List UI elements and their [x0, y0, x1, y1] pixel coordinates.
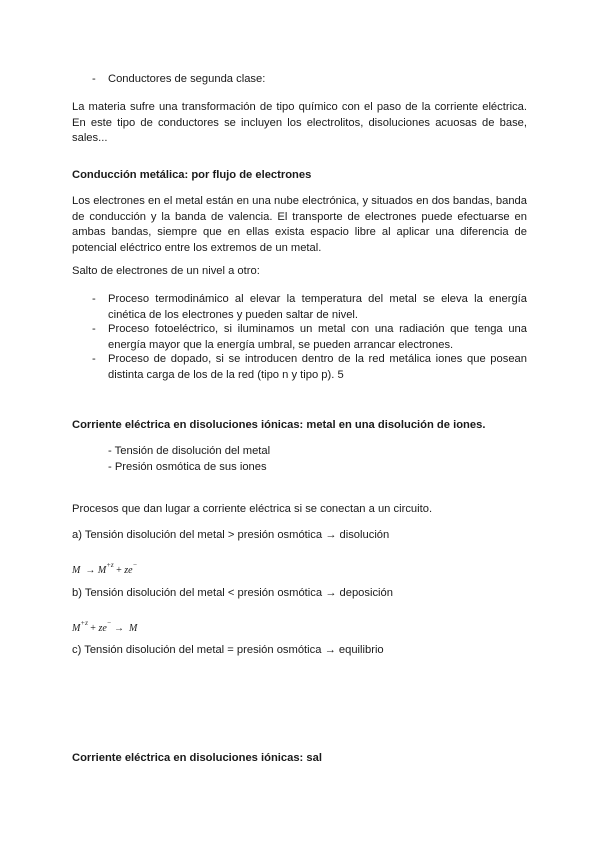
ionic-item-2: - Presión osmótica de sus iones — [108, 461, 267, 473]
ionic-heading: Corriente eléctrica en disoluciones iónicas: metal en una disolución de iones. — [72, 419, 486, 431]
ionic-item-1: - Tensión de disolución del metal — [108, 445, 271, 457]
metal-bullet-1: Proceso termodinámico al elevar la temperatura del metal se eleva la energía cinética de los electrones y pueden saltar de nivel. — [108, 293, 527, 321]
metal-heading: Conducción metálica: por flujo de electrones — [72, 169, 312, 181]
metal-bullet-2: Proceso fotoeléctrico, si iluminamos un metal con una radiación que tenga una energía mayor que la energía umbral, se pueden arrancar electrones. — [108, 323, 527, 351]
bullet-dash: - — [92, 73, 96, 85]
case-b-text: b) Tensión disolución del metal < presión osmótica → deposición — [72, 587, 393, 599]
equation-b: $M^{+z} + ze^- \to M$ — [72, 619, 138, 634]
intro-bullet-text: Conductores de segunda clase: — [108, 73, 266, 85]
procesos-text: Procesos que dan lugar a corriente eléctrica si se conectan a un circuito. — [72, 503, 433, 515]
case-c-text: c) Tensión disolución del metal = presión osmótica → equilibrio — [72, 644, 384, 656]
metal-bullet-3: Proceso de dopado, si se introducen dentro de la red metálica iones que posean distinta carga de los de la red (tipo n y tipo p). 5 — [108, 353, 527, 381]
salto-text: Salto de electrones de un nivel a otro: — [72, 265, 260, 277]
intro-paragraph: La materia sufre una transformación de tipo químico con el paso de la corriente eléctrica. En este tipo de conductores se incluyen los electrolitos, disoluciones acuosas de base, sales... — [72, 101, 527, 144]
case-a-text: a) Tensión disolución del metal > presión osmótica → disolución — [72, 529, 390, 541]
sal-heading: Corriente eléctrica en disoluciones iónicas: sal — [72, 752, 322, 764]
equation-a: $M \to M^{+z} + ze^-$ — [72, 561, 138, 576]
bullet-dash: - — [92, 353, 96, 365]
metal-paragraph: Los electrones en el metal están en una nube electrónica, y situados en dos bandas, banda de conducción y la banda de valencia. El transporte de electrones puede efectuarse en ambas bandas, siempre que en ellas exista espacio libre al aplicar una diferencia de potencial eléctrico entre los extremos de un metal. — [72, 195, 527, 254]
bullet-dash: - — [92, 323, 96, 335]
bullet-dash: - — [92, 293, 96, 305]
